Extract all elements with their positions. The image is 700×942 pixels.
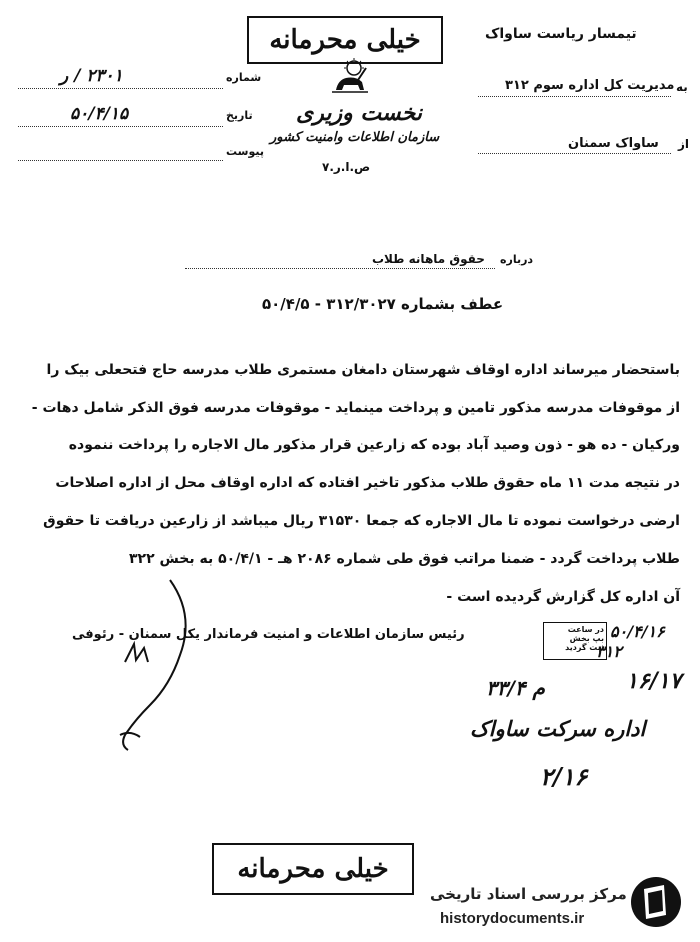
receipt-row-2: بپ بخش <box>569 634 604 643</box>
body-line-6: طلاب پرداخت گردد - ضمنا مراتب فوق طی شماره ۲۰۸۶ هـ - ۵۰/۴/۱ به بخش ۳۲۲ <box>128 551 680 567</box>
body-line-5: ارضی درخواست نموده تا مال الاجاره که جمعا ۳۱۵۳۰ ریال میباشد از زارعین دریافت تا حقوق <box>43 513 680 529</box>
body-line-4: در نتیجه مدت ۱۱ ماه حقوق طلاب مذکور تاخیر افتاده که اداره اوقاف محل از اداره اصلاحات <box>55 475 680 491</box>
to-value: مدیریت کل اداره سوم ۳۱۲ <box>505 78 675 93</box>
receipt-date-hand: ۵۰/۴/۱۶ <box>610 622 665 641</box>
receipt-row-3: ثبت گردید <box>565 643 604 652</box>
date-value: ۵۰/۴/۱۵ <box>70 104 129 124</box>
handwritten-note-date: ۱۶/۱۷ <box>626 668 682 694</box>
receipt-row-1: در ساعت <box>567 625 604 634</box>
handwritten-note-3: ۲/۱۶ <box>540 762 588 791</box>
number-line <box>18 88 223 89</box>
classification-stamp-top <box>247 16 443 64</box>
lion-sun-emblem <box>328 58 372 98</box>
from-value: ساواک سمنان <box>568 136 659 151</box>
body-line-1: باستحضار میرساند اداره اوقاف شهرستان دامغان مستمری طلاب مدرسه حاج فتحعلی بیک را <box>46 362 680 378</box>
letterhead-code: ص.ا.ر.۷ <box>322 160 371 174</box>
handwritten-note-2: اداره سرکت ساواک <box>470 716 646 741</box>
via-line: تیمسار ریاست ساواک <box>485 26 637 42</box>
signature-mark <box>122 640 152 670</box>
watermark-logo-icon <box>630 873 682 931</box>
subject-line <box>185 268 495 269</box>
date-line <box>18 126 223 127</box>
subject-label: درباره <box>500 253 534 266</box>
letterhead-org-main: نخست وزیری <box>296 100 422 126</box>
watermark-site: historydocuments.ir <box>440 910 585 927</box>
to-label: به <box>676 80 688 94</box>
to-line <box>478 96 671 97</box>
reference-line: عطف بشماره ۳۱۲/۳۰۲۷ - ۵۰/۴/۵ <box>262 295 504 313</box>
body-line-2: از موقوفات مدرسه مذکور تامین و پرداخت مینماید - موقوفات مدرسه فوق الذکر شامل دهات - <box>31 400 680 416</box>
letterhead-org-sub: سازمان اطلاعات وامنیت کشور <box>270 130 440 145</box>
number-value: ۲۳۰۱ / ر <box>60 66 123 86</box>
attachment-line <box>18 160 223 161</box>
from-label: از <box>678 137 690 151</box>
signature-line: رئیس سازمان اطلاعات و امنیت فرماندار یکل سمنان - رئوفی <box>72 627 465 642</box>
date-label: تاریخ <box>226 109 253 122</box>
number-label: شماره <box>226 71 262 84</box>
body-line-7: آن اداره کل گزارش گردیده است - <box>446 589 680 605</box>
classification-stamp-bottom <box>212 843 414 895</box>
classification-text-bottom: خیلی محرمانه <box>237 854 389 884</box>
classification-text-top: خیلی محرمانه <box>269 25 421 55</box>
from-line <box>478 153 671 154</box>
attachment-label: پیوست <box>226 145 264 158</box>
receipt-number-hand: ۳۱۲ <box>596 642 622 661</box>
handwritten-note-1: م ۳۳/۴ <box>486 676 545 700</box>
body-line-3: ورکیان - ده هو - ذون وصید آباد بوده که زارعین قرار مذکور مال الاجاره را پرداخت ننموده <box>68 437 680 453</box>
watermark-title: مرکز بررسی اسناد تاریخی <box>430 885 627 903</box>
subject-value: حقوق ماهانه طلاب <box>372 252 485 266</box>
